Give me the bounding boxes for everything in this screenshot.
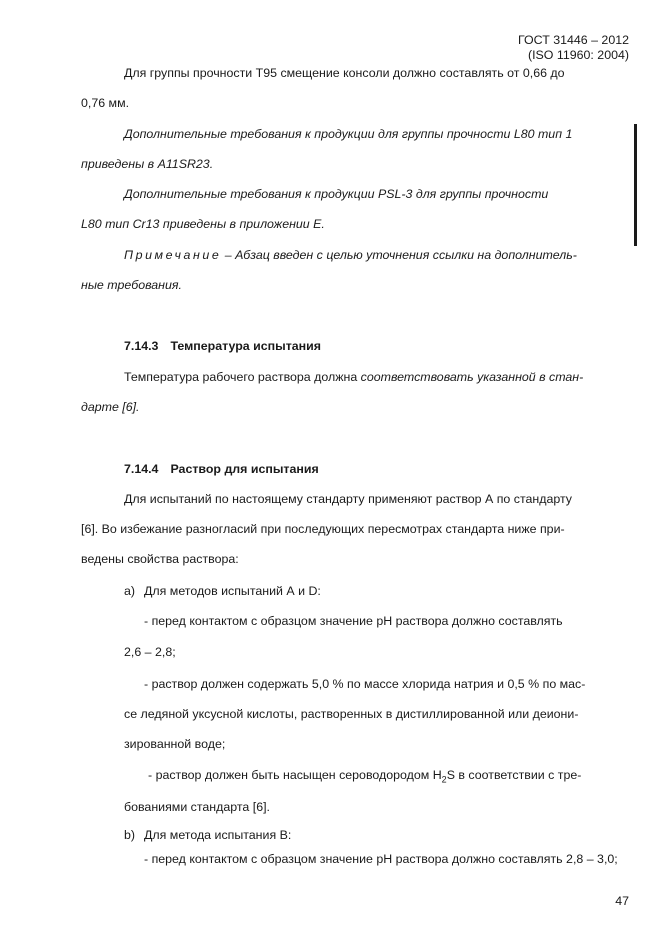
paragraph-line: [6]. Во избежание разногласий при последующих пересмотрах стандарта ниже при- [81,522,565,536]
section-heading-7-14-4 [124,461,319,477]
text-regular: - раствор должен быть насыщен сероводородом H [148,768,442,782]
section-title: Температура испытания [170,339,322,353]
list-marker: b) [124,828,136,842]
paragraph-line: Дополнительные требования к продукции PSL-3 для группы прочности [124,187,549,201]
paragraph-line: - перед контактом с образцом значение pH раствора должно составлять 2,8 – 3,0; [144,852,618,866]
paragraph-line: приведены в А11SR23. [81,157,214,171]
list-text: Для методов испытаний А и D: [144,584,321,598]
section-title: Раствор для испытания [170,462,319,476]
text-italic: соответствовать указанной в стан- [360,370,584,384]
note-label: Примечание [124,248,222,262]
section-heading-7-14-3 [124,338,321,354]
paragraph-line: L80 тип Cr13 приведены в приложении Е. [81,217,325,231]
paragraph-line: ведены свойства раствора: [81,552,239,566]
note-line: ные требования. [81,278,182,292]
change-bar [634,124,637,246]
paragraph-line: Для испытаний по настоящему стандарту применяют раствор А по стандарту [124,492,572,506]
note-line [124,247,577,263]
paragraph-line: - раствор должен содержать 5,0 % по массе хлорида натрия и 0,5 % по мас- [144,677,586,691]
subscript: 2 [441,774,447,785]
header-standard: ГОСТ 31446 – 2012 [518,33,629,47]
paragraph-line [124,369,583,385]
list-text: Для метода испытания В: [144,828,292,842]
text-regular: Температура рабочего раствора должна [124,370,361,384]
paragraph-line: - перед контактом с образцом значение pH раствора должно составлять [144,614,563,628]
list-marker: а) [124,584,136,598]
list-item-b [124,827,291,843]
text-regular: S в соответствии с тре- [446,768,582,782]
paragraph-line: дарте [6]. [81,400,140,414]
paragraph-line: се ледяной уксусной кислоты, растворенных в дистиллированной или деиони- [124,707,579,721]
page-number: 47 [615,894,629,908]
section-number: 7.14.3 [124,339,159,353]
paragraph-line: 2,6 – 2,8; [124,645,176,659]
paragraph-line: Дополнительные требования к продукции для группы прочности L80 тип 1 [124,127,573,141]
section-number: 7.14.4 [124,462,159,476]
paragraph-line [148,767,581,787]
paragraph-line: 0,76 мм. [81,96,130,110]
list-item-a [124,583,321,599]
paragraph-line: зированной воде; [124,737,226,751]
paragraph-line: бованиями стандарта [6]. [124,800,270,814]
note-text: – Абзац введен с целью уточнения ссылки на дополнитель- [221,248,577,262]
paragraph-line: Для группы прочности Т95 смещение консоли должно составлять от 0,66 до [124,66,565,80]
header-iso: (ISO 11960: 2004) [527,48,629,62]
